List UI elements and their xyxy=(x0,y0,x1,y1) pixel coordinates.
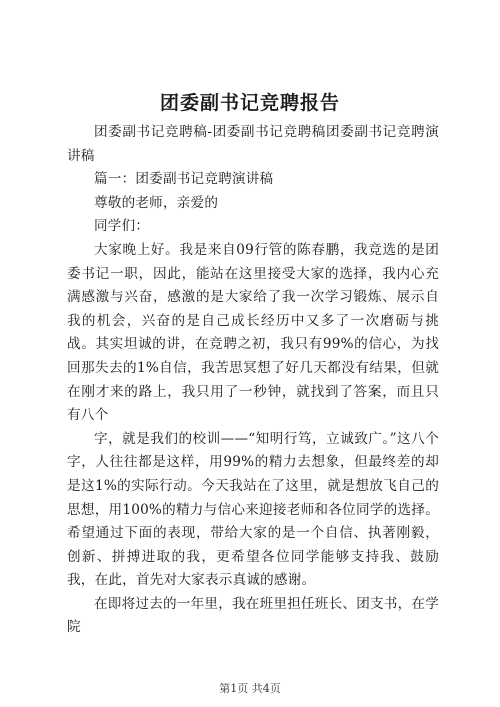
paragraph-intro: 大家晚上好。我是来自09行管的陈春鹏，我竞选的是团委书记一职，因此，能站在这里接受大家的选择，我内心充满感激与兴奋，感激的是大家给了我一次学习锻炼、展示自我的机会，兴奋的是自己成长经历中又多了一次磨砺与挑战。其实坦诚的讲，在竞聘之初，我只有99%的信心，为找回那失去的1%自信，我苦思冥想了好几天都没有结果，但就在刚才来的路上，我只用了一秒钟，就找到了答案，而且只有八个 xyxy=(67,241,439,424)
paragraph-salutation-cont: 同学们： xyxy=(94,218,150,235)
paragraph-section-heading: 篇一：团委副书记竞聘演讲稿 xyxy=(94,171,274,188)
paragraph-salutation: 尊敬的老师，亲爱的 xyxy=(94,194,219,211)
paragraph-motto: 字，就是我们的校训——“知明行笃，立诚致广。”这八个字，人往往都是这样，用99%的精力去想象，但最终差的却是这1%的实际行动。今天我站在了这里，就是想放飞自己的思想，用100%的精力与信心来迎接老师和各位同学的选择。希望通过下面的表现，带给大家的是一个自信、执著刚毅，创新、拼搏进取的我，更希望各位同学能够支持我、鼓励我，在此，首先对大家表示真诚的感谢。 xyxy=(67,430,439,589)
paragraph-subtitle: 团委副书记竞聘稿-团委副书记竞聘稿团委副书记竞聘演讲稿 xyxy=(67,124,439,164)
document-title: 团委副书记竞聘报告 xyxy=(159,92,340,114)
page-footer: 第1页 共4页 xyxy=(219,682,281,695)
paragraph-experience: 在即将过去的一年里，我在班里担任班长、团支书，在学院 xyxy=(67,595,439,636)
document-body xyxy=(67,121,439,640)
